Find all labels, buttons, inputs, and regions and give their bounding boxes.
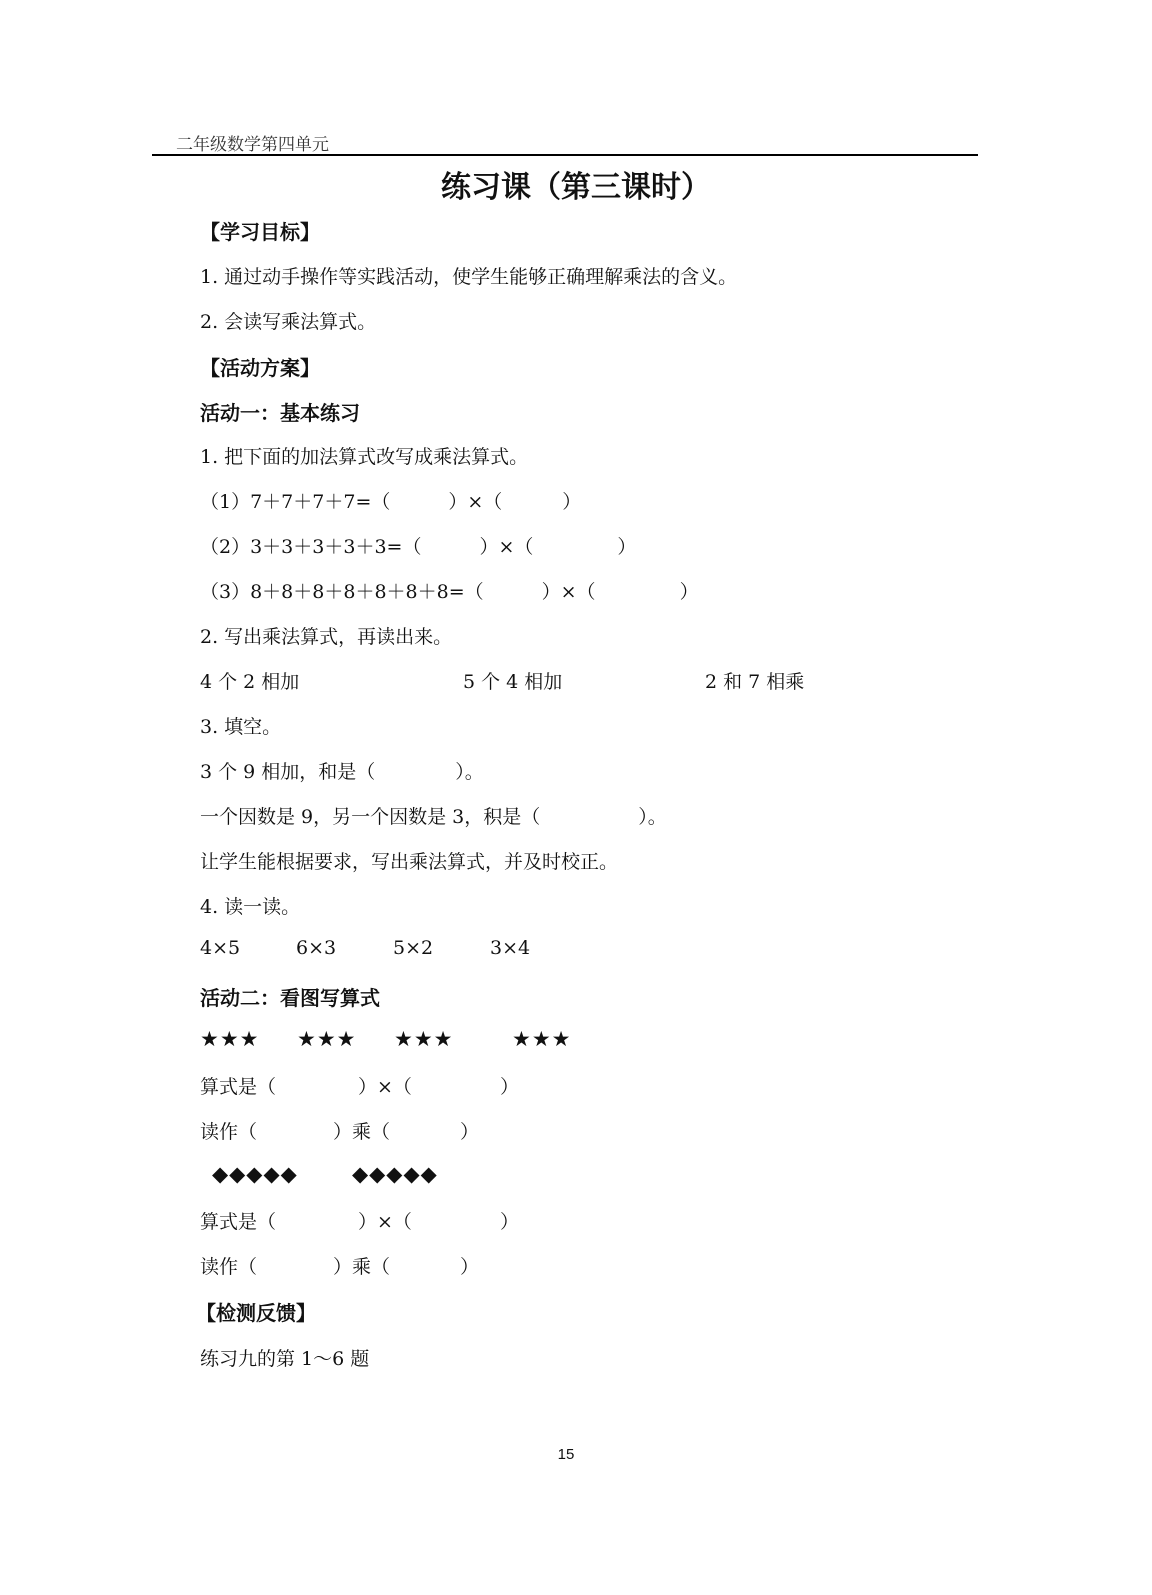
text: ）。 — [455, 761, 484, 783]
q2-prompt: 2. 写出乘法算式，再读出来。 — [200, 626, 453, 648]
q3-note: 让学生能根据要求，写出乘法算式，并及时校正。 — [200, 851, 619, 873]
expression: （1）7＋7＋7＋7=（ — [200, 491, 391, 513]
q4-prompt: 4. 读一读。 — [200, 896, 301, 918]
q4-item: 4×5 — [200, 937, 241, 959]
q3-prompt: 3. 填空。 — [200, 716, 282, 738]
star-group: ★★★ — [297, 1027, 357, 1051]
diamond-group: ◆◆◆◆◆ — [352, 1162, 438, 1186]
q4-item: 6×3 — [296, 937, 337, 959]
text: 一个因数是 9，另一个因数是 3，积是（ — [200, 806, 541, 828]
text: ） — [460, 1256, 480, 1278]
times-sign: ）×（ — [448, 491, 503, 513]
expression: （2）3＋3＋3＋3＋3=（ — [200, 536, 422, 558]
star-group: ★★★ — [512, 1027, 572, 1051]
activity2-heading: 活动二：看图写算式 — [200, 986, 380, 1010]
running-head: 二年级数学第四单元 — [176, 135, 329, 155]
q2-item: 5 个 4 相加 — [463, 671, 563, 693]
text: 3 个 9 相加，和是（ — [200, 761, 376, 783]
q2-item: 2 和 7 相乘 — [705, 671, 805, 693]
goal-item: 2. 会读写乘法算式。 — [200, 311, 377, 333]
q4-item: 3×4 — [490, 937, 531, 959]
q1-item-1 — [200, 487, 581, 514]
times-sign: ）×（ — [479, 536, 534, 558]
read-line-1 — [200, 1117, 479, 1144]
q1-prompt: 1. 把下面的加法算式改写成乘法算式。 — [200, 446, 529, 468]
goals-heading: 【学习目标】 — [200, 220, 320, 244]
page-number: 15 — [557, 1446, 575, 1463]
q3-line-2 — [200, 802, 667, 829]
feedback-text: 练习九的第 1～6 题 — [200, 1348, 370, 1370]
q2-item: 4 个 2 相加 — [200, 671, 300, 693]
closing-paren: ） — [617, 536, 637, 558]
plan-heading: 【活动方案】 — [200, 356, 320, 380]
text: ）乘（ — [333, 1256, 391, 1278]
q1-item-2 — [200, 532, 636, 559]
text: ） — [499, 1211, 519, 1233]
activity1-heading: 活动一：基本练习 — [200, 401, 360, 425]
q1-item-3 — [200, 577, 699, 604]
feedback-heading: 【检测反馈】 — [196, 1301, 316, 1325]
formula-line-2 — [200, 1207, 519, 1234]
times-sign: ）×（ — [358, 1076, 412, 1098]
text: 读作（ — [200, 1121, 258, 1143]
expression: （3）8＋8＋8＋8＋8＋8＋8=（ — [200, 581, 484, 603]
text: 算式是（ — [200, 1076, 277, 1098]
text: 算式是（ — [200, 1211, 277, 1233]
diamond-group: ◆◆◆◆◆ — [212, 1162, 298, 1186]
text: 读作（ — [200, 1256, 258, 1278]
closing-paren: ） — [562, 491, 582, 513]
text: ）乘（ — [333, 1121, 391, 1143]
header-rule — [152, 154, 978, 156]
times-sign: ）×（ — [358, 1211, 412, 1233]
text: ）。 — [638, 806, 667, 828]
text: ） — [460, 1121, 480, 1143]
page-title: 练习课（第三课时） — [441, 170, 711, 205]
text: ） — [499, 1076, 519, 1098]
goal-item: 1. 通过动手操作等实践活动，使学生能够正确理解乘法的含义。 — [200, 266, 738, 288]
star-group: ★★★ — [394, 1027, 454, 1051]
q4-item: 5×2 — [393, 937, 434, 959]
read-line-2 — [200, 1252, 479, 1279]
star-group: ★★★ — [200, 1027, 260, 1051]
q3-line-1 — [200, 757, 484, 784]
formula-line-1 — [200, 1072, 519, 1099]
closing-paren: ） — [679, 581, 699, 603]
times-sign: ）×（ — [541, 581, 596, 603]
